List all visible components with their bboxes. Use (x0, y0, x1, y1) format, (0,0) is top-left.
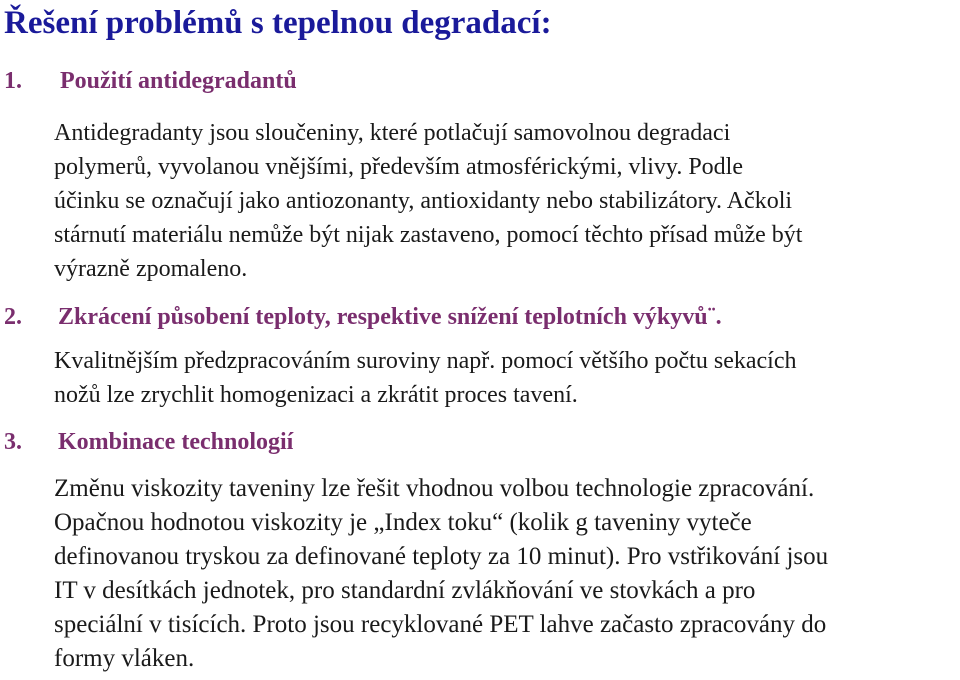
section-2-title: Zkrácení působení teploty, respektive snížení teplotních výkyvů¨. (58, 304, 722, 330)
page-title: Řešení problémů s tepelnou degradací: (4, 5, 552, 41)
section-2-paragraph (54, 344, 960, 412)
paragraph-line: Změnu viskozity taveniny lze řešit vhodnou volbou technologie zpracování. (54, 475, 815, 502)
paragraph-line: účinku se označují jako antiozonanty, antioxidanty nebo stabilizátory. Ačkoli (54, 188, 793, 214)
paragraph-line: nožů lze zrychlit homogenizaci a zkrátit proces tavení. (54, 382, 578, 408)
section-1-number: 1. (4, 68, 22, 94)
section-3-heading (4, 427, 293, 457)
section-3-title: Kombinace technologií (58, 429, 294, 455)
paragraph-line: formy vláken. (54, 645, 195, 672)
paragraph-line: výrazně zpomaleno. (54, 256, 248, 282)
paragraph-line: Kvalitnějším předzpracováním suroviny např. pomocí většího počtu sekacích (54, 348, 797, 374)
paragraph-line: speciální v tisících. Proto jsou recyklované PET lahve začasto zpracovány do (54, 611, 827, 638)
paragraph-line: stárnutí materiálu nemůže být nijak zastaveno, pomocí těchto přísad může být (54, 222, 803, 248)
section-1-paragraph (54, 116, 960, 286)
paragraph-line: IT v desítkách jednotek, pro standardní zvlákňování ve stovkách a pro (54, 577, 756, 604)
paragraph-line: polymerů, vyvolanou vnějšími, především atmosférickými, vlivy. Podle (54, 154, 744, 180)
section-3-number: 3. (4, 429, 22, 455)
section-1-title: Použití antidegradantů (60, 68, 297, 94)
section-2-heading (4, 302, 722, 332)
paragraph-line: definovanou tryskou za definované teploty za 10 minut). Pro vstřikování jsou (54, 543, 829, 570)
section-2-number: 2. (4, 304, 22, 330)
paragraph-line: Opačnou hodnotou viskozity je „Index toku“ (kolik g taveniny vyteče (54, 509, 752, 536)
section-1-heading (4, 66, 297, 96)
section-3-paragraph (54, 472, 960, 676)
paragraph-line: Antidegradanty jsou sloučeniny, které potlačují samovolnou degradaci (54, 120, 731, 146)
